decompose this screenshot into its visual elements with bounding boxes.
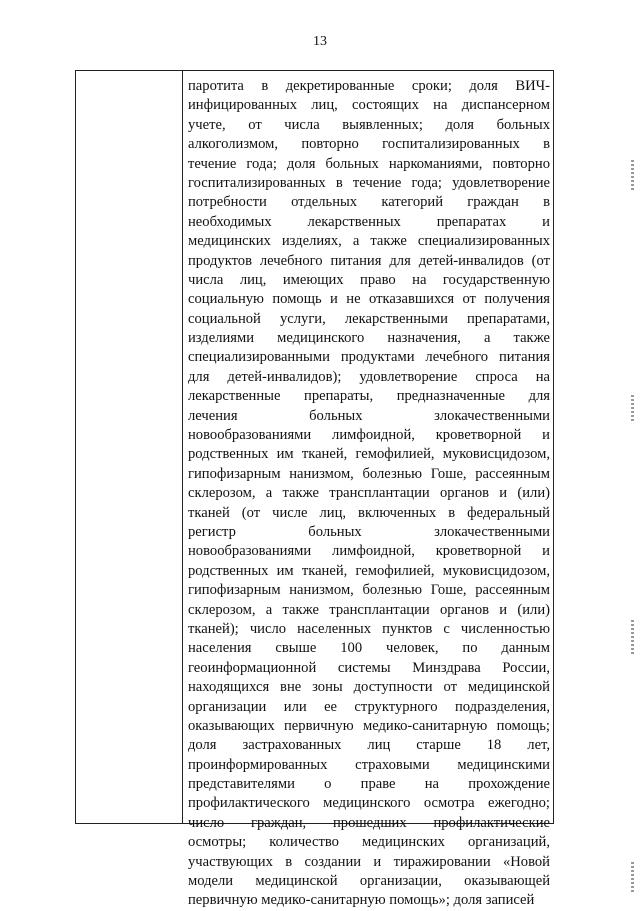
text-line: социальную помощь и не отказавшихся от получения: [188, 291, 550, 308]
text-line: склерозом, а также трансплантации органов и (или): [188, 601, 550, 618]
text-line: гипофизарным нанизмом, болезнью Гоше, рассеянным: [188, 582, 550, 599]
text-line: регистр больных злокачественными: [188, 523, 550, 540]
text-line: паротита в декретированные сроки; доля ВИЧ-: [188, 78, 550, 94]
text-line: оказывающих первичную медико-санитарную помощь;: [188, 717, 550, 734]
text-line: продуктов лечебного питания для детей-инвалидов (от: [188, 252, 550, 269]
scan-artifact: [631, 862, 634, 892]
text-line: геоинформационной системы Минздрава России,: [188, 659, 550, 676]
text-line: социальной услуги, лекарственными препаратами,: [188, 310, 550, 327]
text-line: представителями о праве на прохождение: [188, 776, 550, 793]
text-line: необходимых лекарственных препаратах и: [188, 213, 550, 230]
text-line: потребности отдельных категорий граждан в: [188, 194, 550, 211]
text-line: родственных им тканей, гемофилией, муковисцидозом,: [188, 446, 550, 463]
text-line: для детей-инвалидов); удовлетворение спроса на: [188, 368, 550, 385]
text-line: тканей (от числе лиц, включенных в федеральный: [188, 504, 550, 521]
text-line: лекарственные препараты, предназначенные для: [188, 388, 550, 405]
text-line: алкоголизмом, повторно госпитализированных в: [188, 136, 550, 153]
scan-artifact: [631, 620, 634, 656]
text-line: первичную медико-санитарную помощь»; доля записей: [188, 892, 535, 909]
text-line: числа лиц, имеющих право на государственную: [188, 271, 550, 288]
document-table: [75, 70, 554, 909]
text-line: изделиями медицинского назначения, а также: [188, 330, 550, 347]
text-line: находящихся вне зоны доступности от медицинской: [188, 679, 550, 696]
text-line: участвующих в создании и тиражировании «Новой: [188, 853, 550, 870]
text-line: организации или ее структурного подразделения,: [188, 698, 550, 715]
page-number: 13: [313, 34, 327, 49]
text-line: профилактического медицинского осмотра ежегодно;: [188, 795, 550, 812]
text-line: новообразованиями лимфоидной, кроветворной и: [188, 543, 550, 560]
text-line: инфицированных лиц, состоящих на диспансерном: [188, 97, 550, 114]
text-line: специализированными продуктами лечебного питания: [188, 349, 550, 366]
text-line: течение года; доля больных наркоманиями, повторно: [188, 155, 550, 172]
scan-artifact: [631, 160, 634, 190]
text-line: доля застрахованных лиц старше 18 лет,: [188, 737, 550, 754]
text-line: гипофизарным нанизмом, болезнью Гоше, рассеянным: [188, 465, 550, 482]
text-line: осмотры; количество медицинских организаций,: [188, 834, 550, 851]
text-line: населения свыше 100 человек, по данным: [188, 640, 550, 657]
text-line: склерозом, а также трансплантации органов и (или): [188, 485, 550, 502]
text-line: медицинских изделиях, а также специализированных: [188, 233, 550, 250]
text-line: новообразованиями лимфоидной, кроветворной и: [188, 427, 550, 444]
text-line: число граждан, прошедших профилактические: [188, 814, 550, 831]
text-line: родственных им тканей, гемофилией, муковисцидозом,: [188, 562, 550, 579]
scan-artifact: [631, 395, 634, 423]
text-line: модели медицинской организации, оказывающей: [188, 873, 550, 890]
text-line: госпитализированных в течение года; удовлетворение: [188, 174, 550, 191]
text-line: лечения больных злокачественными: [188, 407, 550, 424]
text-line: тканей); число населенных пунктов с численностью: [188, 620, 550, 637]
table-right-cell: [188, 77, 550, 911]
column-divider: [182, 71, 183, 823]
text-line: проинформированных страховыми медицинскими: [188, 756, 550, 773]
text-line: учете, от числа выявленных; доля больных: [188, 116, 550, 133]
